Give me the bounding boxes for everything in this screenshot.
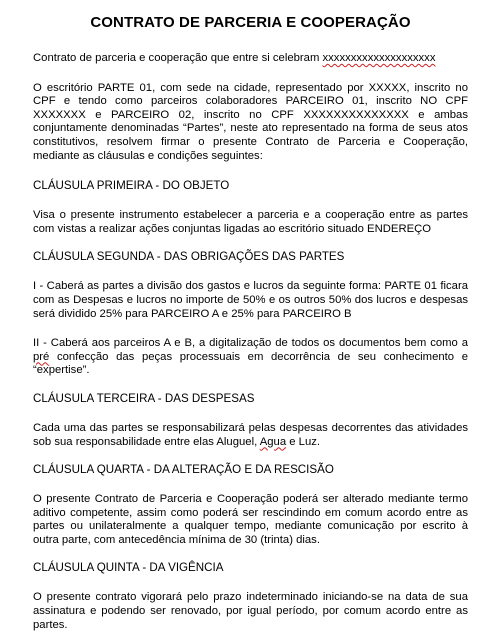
clause2-item2-text-a: II - Caberá aos parceiros A e B, a digitalização de todos os documentos bem como a xyxy=(33,337,468,350)
intro-placeholder: xxxxxxxxxxxxxxxxxxxx xyxy=(322,52,436,64)
document-title: CONTRATO DE PARCERIA E COOPERAÇÃO xyxy=(90,14,411,31)
clause2-item1: I - Caberá as partes a divisão dos gastos e lucros da seguinte forma: PARTE 01 ficara com as Despesas e lucros no importe de 50% e os outros 50% dos lucros e despesas será dividido 25% para PARCEIRO A e 25% para PARCEIRO B xyxy=(33,280,468,320)
clause2-item2-pre: pré xyxy=(33,350,50,363)
clause2-item2 xyxy=(33,337,468,378)
clause4-heading: CLÁUSULA QUARTA - DA ALTERAÇÃO E DA RESCISÃO xyxy=(33,463,334,477)
intro-text: Contrato de parceria e cooperação que entre si celebram xyxy=(33,52,323,64)
clause3-text xyxy=(33,422,468,449)
clause5-heading: CLÁUSULA QUINTA - DA VIGÊNCIA xyxy=(33,561,224,575)
clause3-text-b: e Luz. xyxy=(286,435,321,448)
clause2-item2-text-b: confecção das peças processuais em decorrência de seu conhecimento e “expertise”. xyxy=(33,350,468,377)
clause2-heading: CLÁUSULA SEGUNDA - DAS OBRIGAÇÕES DAS PARTES xyxy=(33,250,345,264)
clause1-heading: CLÁUSULA PRIMEIRA - DO OBJETO xyxy=(33,179,230,193)
clause3-agua: Agua xyxy=(259,435,287,448)
clause3-heading: CLÁUSULA TERCEIRA - DAS DESPESAS xyxy=(33,391,255,405)
clause5-text: O presente contrato vigorará pelo prazo indeterminado iniciando-se na data de sua assinatura e podendo ser renovado, por igual período, por comum acordo entre as partes. xyxy=(33,591,468,631)
clause1-text: Visa o presente instrumento estabelecer a parceria e a cooperação entre as partes com vistas a realizar ações conjuntas ligadas ao escritório situado ENDEREÇO xyxy=(33,209,468,235)
clause4-text: O presente Contrato de Parceria e Cooperação poderá ser alterado mediante termo aditivo competente, assim como poderá ser rescindindo em comum acordo entre as partes ou unilateralmente a qualquer tempo, mediante comunicação por escrito à outra parte, com antecedência mínima de 30 (trinta) dias. xyxy=(33,493,468,546)
intro-paragraph xyxy=(33,52,468,66)
clause3-text-a: Cada uma das partes se responsabilizará pelas despesas decorrentes das atividades sob sua responsabilidade entre elas Aluguel, xyxy=(33,421,468,448)
parties-paragraph: O escritório PARTE 01, com sede na cidade, representado por XXXXX, inscrito no CPF e tendo como parceiros colaboradores PARCEIRO 01, inscrito NO CPF XXXXXXX e PARCEIRO 02, inscrito no CPF XXXXXXXXXXXXXX e ambas conjuntamente denominadas “Partes”, neste ato representado na forma de seus atos constitutivos, resolvem firmar o presente Contrato de Parceria e Cooperação, mediante as cláusulas e condições seguintes: xyxy=(33,81,468,162)
